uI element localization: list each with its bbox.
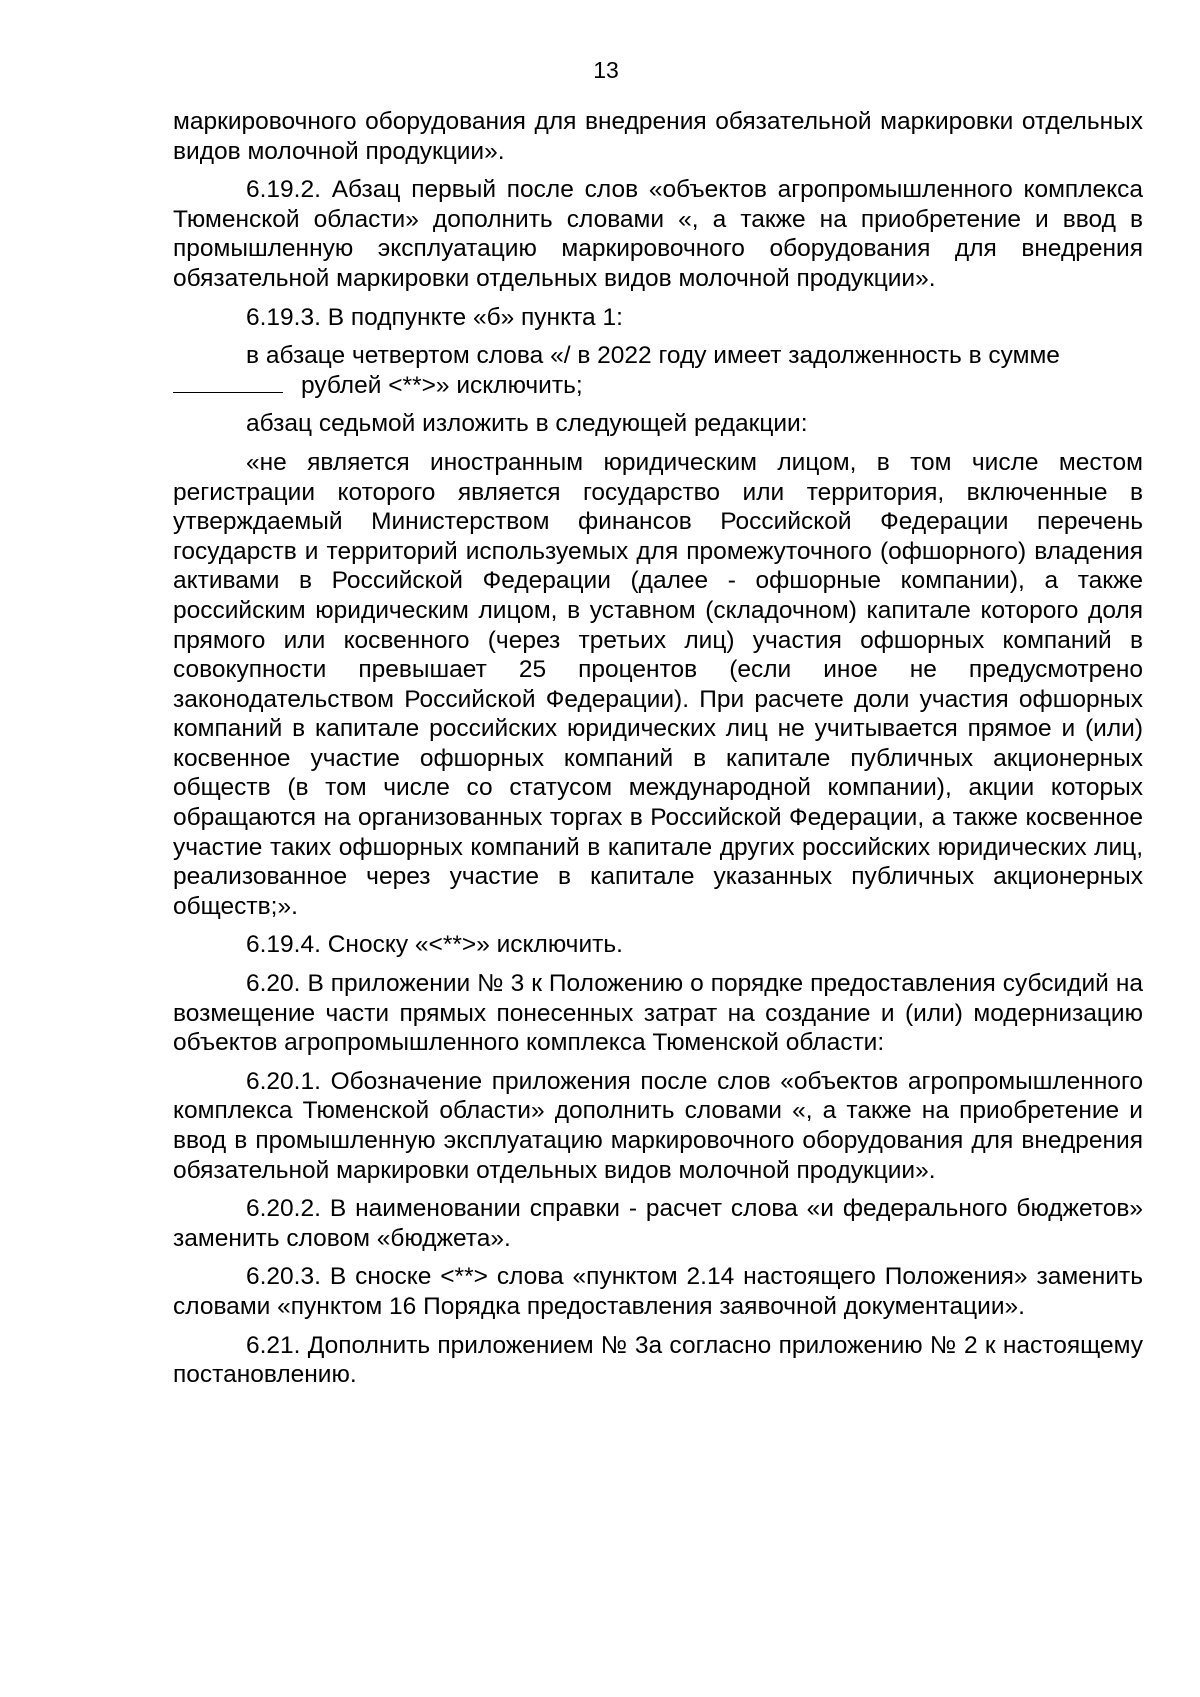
paragraph-6-20: 6.20. В приложении № 3 к Положению о порядке предоставления субсидий на возмещение части прямых понесенных затрат на создание и (или) модернизацию объектов агропромышленного комплекса Тюменской области: bbox=[173, 970, 1143, 1057]
paragraph-6-20-1: 6.20.1. Обозначение приложения после слов «объектов агропромышленного комплекса Тюменской области» дополнить словами «, а также на приобретение и ввод в промышленную эксплуатацию маркировочного оборудования для внедрения обязательной маркировки отдельных видов молочной продукции». bbox=[173, 1067, 1143, 1184]
document-body bbox=[173, 107, 1143, 1399]
paragraph-abzac-sedmoi: абзац седьмой изложить в следующей редакции: bbox=[246, 410, 808, 438]
page-number: 13 bbox=[593, 57, 619, 83]
paragraph-6-19-2: 6.19.2. Абзац первый после слов «объектов агропромышленного комплекса Тюменской области» дополнить словами «, а также на приобретение и ввод в промышленную эксплуатацию маркировочного оборудования для внедрения обязательной маркировки отдельных видов молочной продукции». bbox=[173, 176, 1143, 292]
paragraph-6-20-2: 6.20.2. В наименовании справки - расчет слова «и федерального бюджетов» заменить словом «бюджета». bbox=[173, 1195, 1143, 1252]
paragraph-6-21: 6.21. Дополнить приложением № 3а согласно приложению № 2 к настоящему постановлению. bbox=[173, 1331, 1143, 1389]
paragraph-6-19-3: 6.19.3. В подпункте «б» пункта 1: bbox=[246, 303, 623, 331]
paragraph-6-20-3: 6.20.3. В сноске <**> слова «пунктом 2.14 настоящего Положения» заменить словами «пунктом 16 Порядка предоставления заявочной документации». bbox=[173, 1263, 1143, 1320]
paragraph-abzac-chetvertyi-text: в абзаце четвертом слова «/ в 2022 году имеет задолженность в сумме bbox=[246, 342, 1060, 370]
blank-underline bbox=[173, 391, 283, 393]
paragraph-continuation: маркировочного оборудования для внедрения обязательной маркировки отдельных видов молочной продукции». bbox=[173, 108, 1143, 165]
paragraph-6-19-4: 6.19.4. Сноску «<**>» исключить. bbox=[246, 931, 623, 959]
paragraph-new-wording: «не является иностранным юридическим лицом, в том числе местом регистрации которого является государство или территория, включенные в утверждаемый Министерством финансов Российской Федерации перечень государств и территорий используемых для промежуточного (офшорного) владения активами в Российской Федерации (далее - офшорные компании), а также российским юридическим лицом, в уставном (складочном) капитале которого доля прямого или косвенного (через третьих лиц) участия офшорных компаний в совокупности превышает 25 процентов (если иное не предусмотрено законодательством Российской Федерации). При расчете доли участия офшорных компаний в капитале российских юридических лиц не учитывается прямое и (или) косвенное участие офшорных компаний в капитале публичных акционерных обществ (в том числе со статусом международной компании), акции которых обращаются на организованных торгах в Российской Федерации, а также косвенное участие таких офшорных компаний в капитале других российских юридических лиц, реализованное через участие в капитале указанных публичных акционерных обществ;». bbox=[173, 448, 1143, 920]
paragraph-abzac-chetvertyi bbox=[173, 341, 1143, 400]
paragraph-abzac-chetvertyi-tail: рублей <**>» исключить; bbox=[301, 371, 583, 399]
